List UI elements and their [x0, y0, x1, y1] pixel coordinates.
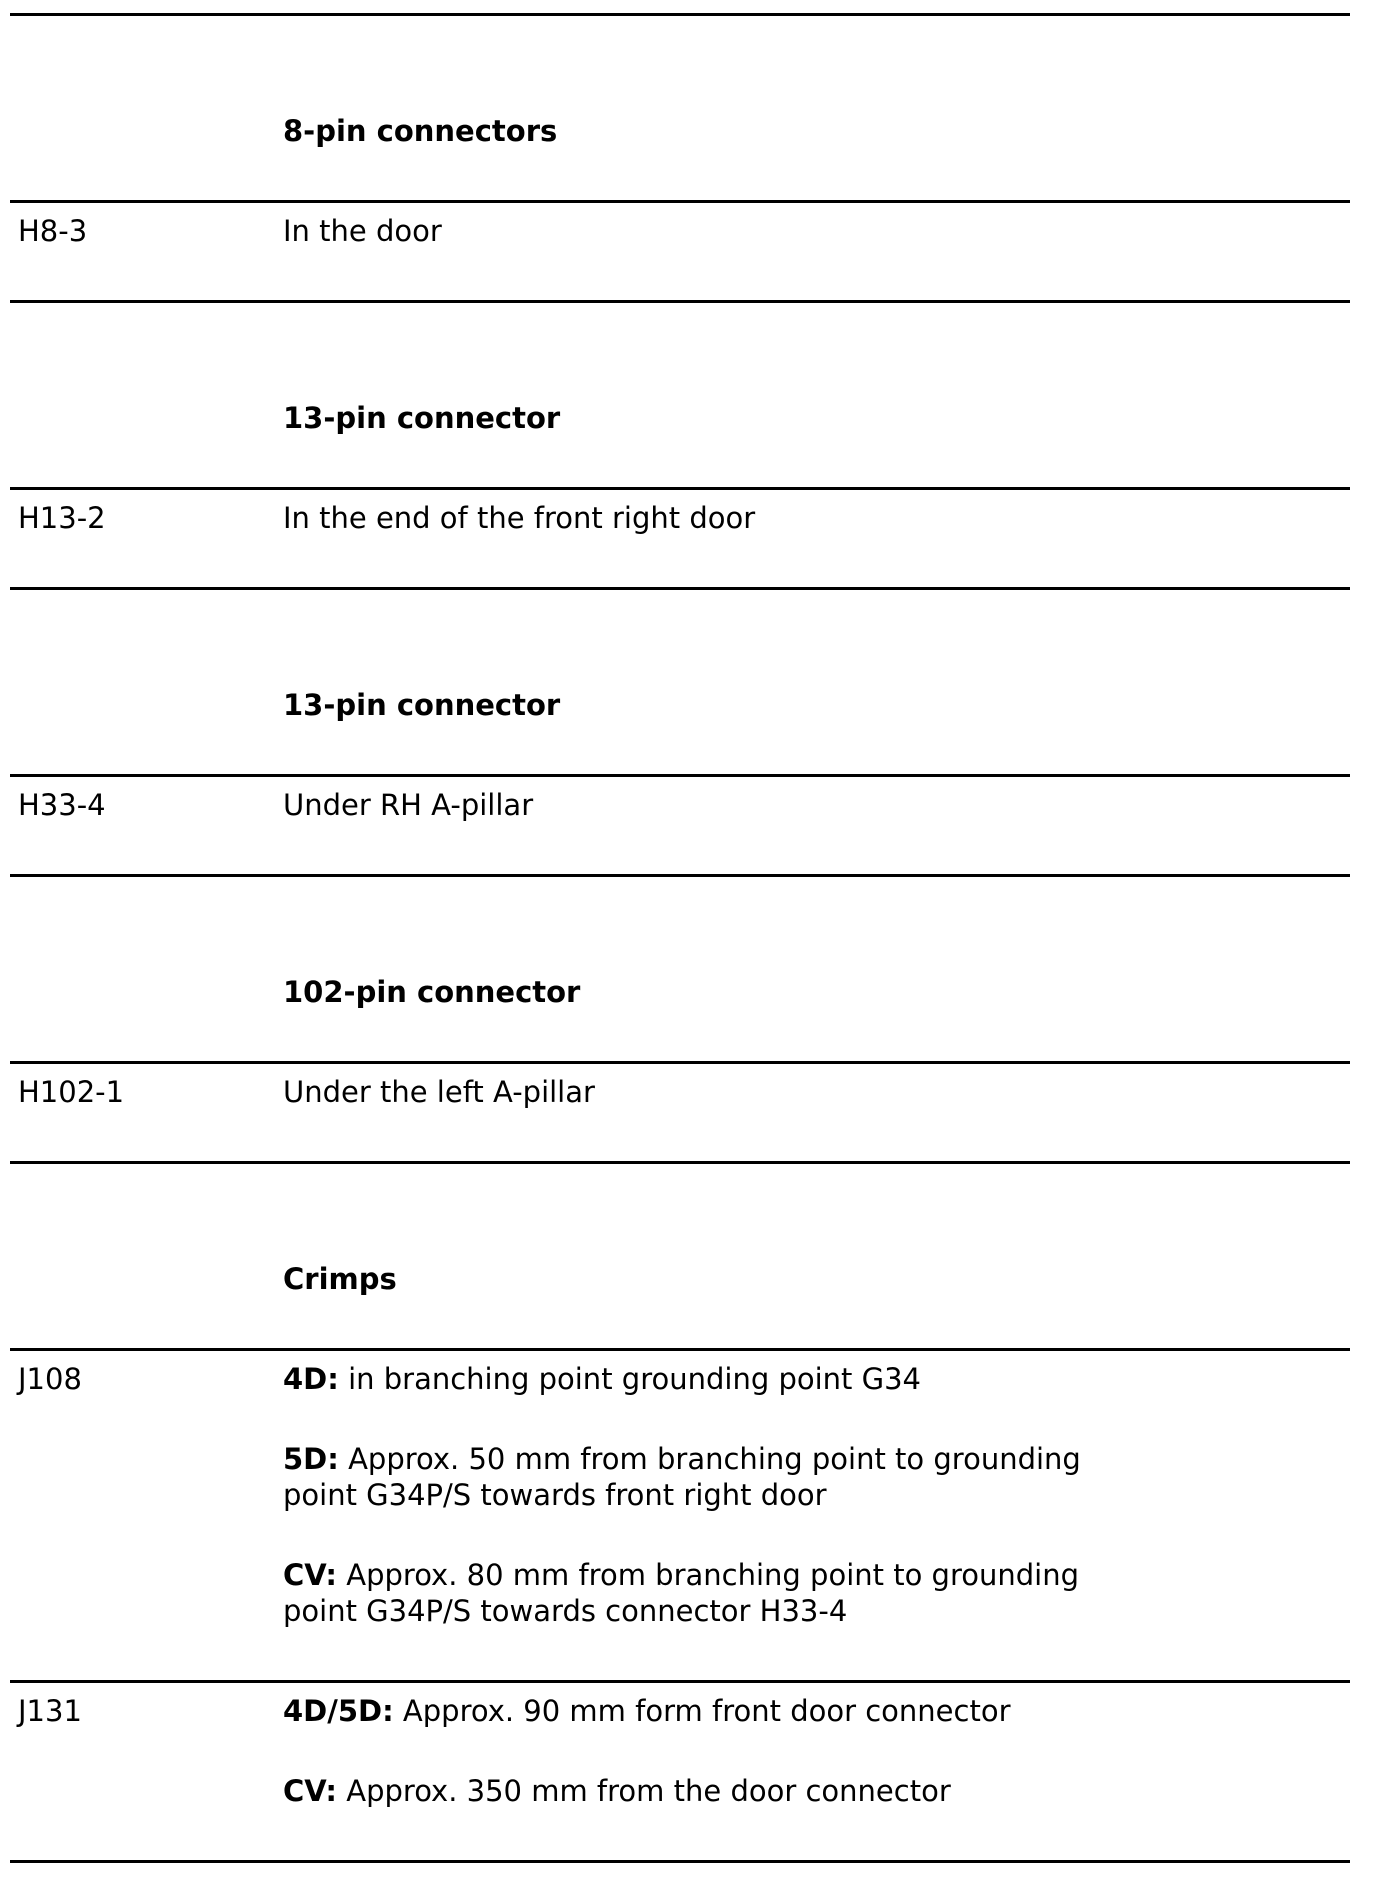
- connector-code: H13-2: [18, 501, 106, 535]
- note-text: point G34P/S towards front right door: [283, 1478, 827, 1512]
- divider: [10, 200, 1350, 203]
- divider: [10, 774, 1350, 777]
- crimp-code: J131: [18, 1694, 82, 1728]
- note-text: in branching point grounding point G34: [338, 1362, 921, 1396]
- crimp-code: J108: [18, 1362, 82, 1396]
- connector-location: In the end of the front right door: [283, 501, 756, 535]
- section-heading: Crimps: [283, 1262, 397, 1296]
- divider: [10, 13, 1350, 16]
- crimp-note: [283, 1361, 921, 1397]
- variant-label: CV:: [283, 1558, 338, 1592]
- crimp-note: [283, 1693, 1011, 1729]
- crimp-note: [283, 1441, 1081, 1477]
- connector-location: Under the left A-pillar: [283, 1075, 595, 1109]
- divider: [10, 1161, 1350, 1164]
- divider: [10, 874, 1350, 877]
- connector-code: H33-4: [18, 788, 106, 822]
- connector-code: H102-1: [18, 1075, 125, 1109]
- section-heading: 8-pin connectors: [283, 114, 558, 148]
- note-text: Approx. 350 mm from the door connector: [337, 1774, 951, 1808]
- divider: [10, 487, 1350, 490]
- variant-label: CV:: [283, 1774, 338, 1808]
- note-text: Approx. 80 mm from branching point to grounding: [337, 1558, 1080, 1592]
- note-text: Approx. 50 mm from branching point to grounding: [338, 1442, 1081, 1476]
- variant-label: 4D:: [283, 1362, 339, 1396]
- section-heading: 13-pin connector: [283, 401, 561, 435]
- variant-label: 4D/5D:: [283, 1694, 394, 1728]
- divider: [10, 300, 1350, 303]
- divider: [10, 587, 1350, 590]
- connector-location: In the door: [283, 214, 442, 248]
- connector-location: Under RH A-pillar: [283, 788, 534, 822]
- connector-code: H8-3: [18, 214, 88, 248]
- crimp-note: [283, 1773, 951, 1809]
- note-text: Approx. 90 mm form front door connector: [393, 1694, 1011, 1728]
- variant-label: 5D:: [283, 1442, 339, 1476]
- divider: [10, 1348, 1350, 1351]
- note-text: point G34P/S towards connector H33-4: [283, 1594, 848, 1628]
- section-heading: 13-pin connector: [283, 688, 561, 722]
- divider: [10, 1061, 1350, 1064]
- crimp-note: [283, 1557, 1079, 1593]
- section-heading: 102-pin connector: [283, 975, 581, 1009]
- divider: [10, 1860, 1350, 1863]
- divider: [10, 1680, 1350, 1683]
